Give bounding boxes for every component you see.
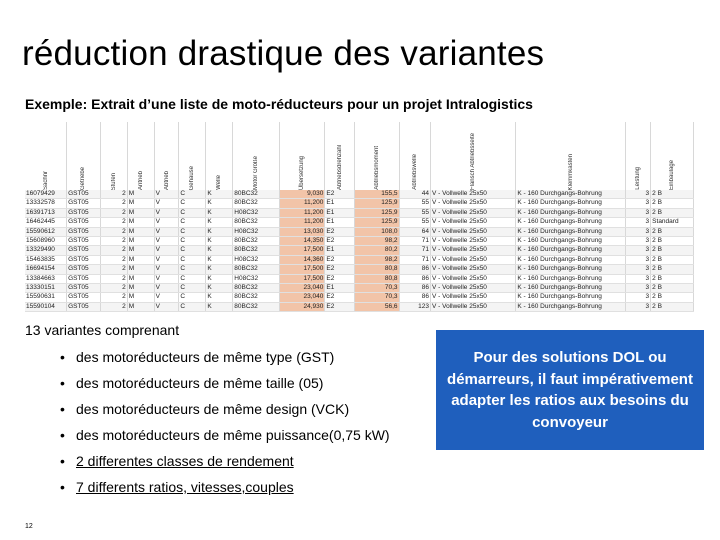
table-cell: 17,500 xyxy=(280,246,325,255)
table-cell: V - Vollwelle 25x50 xyxy=(431,199,516,208)
table-cell: K - 160 Durchgangs-Bohrung xyxy=(516,255,626,264)
table-cell: K - 160 Durchgangs-Bohrung xyxy=(516,199,626,208)
table-cell: 80BC32 xyxy=(233,284,280,293)
table-cell: 80BC32 xyxy=(233,218,280,227)
table-cell: C xyxy=(179,246,206,255)
table-cell: M xyxy=(127,199,154,208)
table-cell: C xyxy=(179,218,206,227)
table-cell: E1 xyxy=(325,218,354,227)
table-cell: 11,200 xyxy=(280,218,325,227)
table-cell: E2 xyxy=(325,190,354,199)
table-cell: H08C32 xyxy=(233,255,280,264)
table-cell: GST05 xyxy=(67,208,101,217)
column-header xyxy=(354,122,399,190)
table-cell: 17,500 xyxy=(280,274,325,283)
table-cell: 2 xyxy=(100,302,127,311)
table-cell: 86 xyxy=(399,265,430,274)
table-cell: 2 B xyxy=(651,302,694,311)
table-cell: 2 xyxy=(100,237,127,246)
table-cell: 16079429 xyxy=(25,190,67,199)
table-cell: K - 160 Durchgangs-Bohrung xyxy=(516,293,626,302)
table-cell: E1 xyxy=(325,199,354,208)
table-cell: E2 xyxy=(325,302,354,311)
table-cell: 3 xyxy=(626,255,651,264)
table-cell: K - 160 Durchgangs-Bohrung xyxy=(516,246,626,255)
table-cell: K xyxy=(206,199,233,208)
table-cell: K xyxy=(206,265,233,274)
table-cell: V xyxy=(154,246,179,255)
table-cell: V - Vollwelle 25x50 xyxy=(431,227,516,236)
table-cell: K xyxy=(206,274,233,283)
table-cell: 3 xyxy=(626,199,651,208)
table-cell: V - Vollwelle 25x50 xyxy=(431,255,516,264)
table-cell: V - Vollwelle 25x50 xyxy=(431,284,516,293)
table-cell: 24,930 xyxy=(280,302,325,311)
table-cell: Standard xyxy=(651,218,694,227)
table-cell: 2 xyxy=(100,274,127,283)
table-cell: 71 xyxy=(399,246,430,255)
table-cell: V - Vollwelle 25x50 xyxy=(431,265,516,274)
table-cell: M xyxy=(127,293,154,302)
table-cell: 80,8 xyxy=(354,265,399,274)
table-cell: M xyxy=(127,246,154,255)
column-header-label: Welle xyxy=(216,175,223,190)
table-cell: 86 xyxy=(399,274,430,283)
table-cell: 3 xyxy=(626,190,651,199)
bullet-item: • des motoréducteurs de même design (VCK) xyxy=(60,400,390,426)
table-cell: K xyxy=(206,302,233,311)
table-cell: V xyxy=(154,293,179,302)
table-cell: 16391713 xyxy=(25,208,67,217)
table-cell: 2 B xyxy=(651,190,694,199)
table-cell: C xyxy=(179,208,206,217)
table-cell: 2 B xyxy=(651,199,694,208)
column-header-label: Abtriebsdrehzahl xyxy=(336,144,343,190)
table-cell: GST05 xyxy=(67,302,101,311)
variants-table xyxy=(25,122,694,312)
table-cell: V xyxy=(154,190,179,199)
table-cell: GST05 xyxy=(67,199,101,208)
column-header xyxy=(233,122,280,190)
table-cell: E2 xyxy=(325,293,354,302)
table-cell: 15590612 xyxy=(25,227,67,236)
table-cell: K - 160 Durchgangs-Bohrung xyxy=(516,274,626,283)
table-cell: 2 xyxy=(100,246,127,255)
table-cell: GST05 xyxy=(67,265,101,274)
table-cell: 71 xyxy=(399,237,430,246)
table-row xyxy=(25,255,694,264)
table-cell: M xyxy=(127,274,154,283)
table-cell: 2 B xyxy=(651,293,694,302)
table-cell: K xyxy=(206,293,233,302)
column-header-label: Sachnr xyxy=(42,170,49,190)
table-cell: 55 xyxy=(399,199,430,208)
table-cell: 2 xyxy=(100,265,127,274)
table-cell: E1 xyxy=(325,284,354,293)
column-header xyxy=(127,122,154,190)
table-row xyxy=(25,218,694,227)
variants-table-container xyxy=(25,122,694,310)
table-cell: 3 xyxy=(626,265,651,274)
table-row xyxy=(25,208,694,217)
table-cell: 16694154 xyxy=(25,265,67,274)
table-cell: C xyxy=(179,265,206,274)
table-cell: 13,030 xyxy=(280,227,325,236)
table-cell: K xyxy=(206,190,233,199)
table-cell: 86 xyxy=(399,293,430,302)
table-cell: 3 xyxy=(626,246,651,255)
table-cell: 98,2 xyxy=(354,255,399,264)
table-cell: C xyxy=(179,302,206,311)
table-cell: 13384663 xyxy=(25,274,67,283)
table-cell: 2 B xyxy=(651,274,694,283)
table-cell: M xyxy=(127,190,154,199)
table-cell: V - Vollwelle 25x50 xyxy=(431,237,516,246)
table-cell: 80BC32 xyxy=(233,293,280,302)
table-cell: GST05 xyxy=(67,246,101,255)
table-cell: V - Vollwelle 25x50 xyxy=(431,293,516,302)
table-cell: E1 xyxy=(325,208,354,217)
table-cell: 70,3 xyxy=(354,284,399,293)
table-cell: E2 xyxy=(325,274,354,283)
table-cell: 16462445 xyxy=(25,218,67,227)
table-cell: 80BC32 xyxy=(233,190,280,199)
table-cell: K - 160 Durchgangs-Bohrung xyxy=(516,284,626,293)
table-cell: C xyxy=(179,190,206,199)
table-cell: 80,2 xyxy=(354,246,399,255)
table-cell: 3 xyxy=(626,208,651,217)
table-cell: 3 xyxy=(626,237,651,246)
table-cell: C xyxy=(179,284,206,293)
table-cell: 2 B xyxy=(651,208,694,217)
table-row xyxy=(25,284,694,293)
table-row xyxy=(25,199,694,208)
table-cell: 2 xyxy=(100,255,127,264)
table-cell: 11,200 xyxy=(280,199,325,208)
column-header-label: Einbaulage xyxy=(669,159,676,190)
table-cell: E2 xyxy=(325,227,354,236)
table-cell: V - Vollwelle 25x50 xyxy=(431,274,516,283)
table-cell: M xyxy=(127,218,154,227)
table-row xyxy=(25,274,694,283)
column-header-label: Gehäuse xyxy=(189,165,196,190)
table-cell: K - 160 Durchgangs-Bohrung xyxy=(516,302,626,311)
bullet-item: • des motoréducteurs de même puissance(0,75 kW) xyxy=(60,426,390,452)
table-body xyxy=(25,190,694,312)
column-header xyxy=(399,122,430,190)
table-cell: 80BC32 xyxy=(233,302,280,311)
table-cell: M xyxy=(127,227,154,236)
table-cell: 155,5 xyxy=(354,190,399,199)
table-row xyxy=(25,265,694,274)
table-cell: K xyxy=(206,227,233,236)
table-cell: 2 xyxy=(100,227,127,236)
table-row xyxy=(25,237,694,246)
table-cell: 13332578 xyxy=(25,199,67,208)
column-header-label: Übersetzung xyxy=(299,155,306,190)
table-cell: V xyxy=(154,265,179,274)
table-cell: GST05 xyxy=(67,255,101,264)
table-row xyxy=(25,246,694,255)
table-cell: 2 B xyxy=(651,265,694,274)
table-cell: 86 xyxy=(399,284,430,293)
table-cell: 15608960 xyxy=(25,237,67,246)
table-cell: V xyxy=(154,218,179,227)
table-cell: GST05 xyxy=(67,284,101,293)
table-cell: 123 xyxy=(399,302,430,311)
column-header xyxy=(206,122,233,190)
table-cell: GST05 xyxy=(67,274,101,283)
table-cell: 44 xyxy=(399,190,430,199)
table-cell: 15463835 xyxy=(25,255,67,264)
table-cell: H08C32 xyxy=(233,274,280,283)
table-cell: 2 xyxy=(100,190,127,199)
table-row xyxy=(25,227,694,236)
section-title: 13 variantes comprenant xyxy=(25,322,180,338)
column-header-label: Abtriebswelle xyxy=(411,154,418,190)
table-cell: 2 xyxy=(100,199,127,208)
column-header-label: Antrieb xyxy=(137,170,144,190)
table-cell: C xyxy=(179,227,206,236)
column-header xyxy=(179,122,206,190)
table-cell: 3 xyxy=(626,302,651,311)
table-cell: C xyxy=(179,237,206,246)
table-cell: 55 xyxy=(399,208,430,217)
table-cell: 98,2 xyxy=(354,237,399,246)
table-cell: V xyxy=(154,199,179,208)
column-header-label: Motor Größe xyxy=(253,155,260,190)
table-cell: 80BC32 xyxy=(233,265,280,274)
table-cell: H08C32 xyxy=(233,227,280,236)
callout-text: Pour des solutions DOL ou démarreurs, il faut impérativement adapter les ratios aux besoins du convoyeur xyxy=(447,349,693,431)
table-cell: 2 B xyxy=(651,237,694,246)
table-cell: K xyxy=(206,208,233,217)
table-cell: 80,8 xyxy=(354,274,399,283)
table-cell: 2 B xyxy=(651,246,694,255)
table-cell: 56,6 xyxy=(354,302,399,311)
table-cell: V - Vollwelle 25x50 xyxy=(431,246,516,255)
table-cell: K - 160 Durchgangs-Bohrung xyxy=(516,218,626,227)
column-header-label: Klemmkasten xyxy=(567,153,574,190)
table-cell: 3 xyxy=(626,218,651,227)
table-cell: 13329490 xyxy=(25,246,67,255)
table-cell: 64 xyxy=(399,227,430,236)
table-cell: 2 xyxy=(100,218,127,227)
table-cell: K xyxy=(206,284,233,293)
table-cell: K xyxy=(206,255,233,264)
column-header xyxy=(651,122,694,190)
table-cell: M xyxy=(127,265,154,274)
table-cell: E2 xyxy=(325,265,354,274)
table-cell: GST05 xyxy=(67,190,101,199)
table-cell: V - Vollwelle 25x50 xyxy=(431,302,516,311)
table-cell: E1 xyxy=(325,246,354,255)
column-header-label: Getriebe xyxy=(80,166,87,190)
table-cell: K - 160 Durchgangs-Bohrung xyxy=(516,190,626,199)
table-cell: V - Vollwelle 25x50 xyxy=(431,218,516,227)
bullet-item: • des motoréducteurs de même taille (05) xyxy=(60,374,390,400)
table-cell: GST05 xyxy=(67,237,101,246)
table-cell: 125,9 xyxy=(354,208,399,217)
table-cell: 80BC32 xyxy=(233,237,280,246)
column-header-label: Abtrieb xyxy=(163,170,170,190)
table-cell: K - 160 Durchgangs-Bohrung xyxy=(516,208,626,217)
table-cell: 14,360 xyxy=(280,255,325,264)
table-cell: K - 160 Durchgangs-Bohrung xyxy=(516,227,626,236)
table-cell: H08C32 xyxy=(233,208,280,217)
column-header-label: Leistung xyxy=(635,167,642,190)
column-header xyxy=(25,122,67,190)
column-header xyxy=(100,122,127,190)
table-cell: K - 160 Durchgangs-Bohrung xyxy=(516,265,626,274)
table-cell: V xyxy=(154,284,179,293)
table-cell: 108,0 xyxy=(354,227,399,236)
table-cell: 80BC32 xyxy=(233,246,280,255)
bullet-item: • 2 differentes classes de rendement xyxy=(60,452,390,478)
table-cell: 17,500 xyxy=(280,265,325,274)
column-header-label: Flansch Abtriebsseite xyxy=(470,132,477,190)
bullet-item: • 7 differents ratios, vitesses,couples xyxy=(60,478,390,504)
table-cell: M xyxy=(127,255,154,264)
table-cell: 2 B xyxy=(651,284,694,293)
table-cell: 13330151 xyxy=(25,284,67,293)
table-cell: GST05 xyxy=(67,227,101,236)
table-cell: 14,350 xyxy=(280,237,325,246)
column-header-label: Stufen xyxy=(110,172,117,190)
table-cell: 80BC32 xyxy=(233,199,280,208)
table-cell: E2 xyxy=(325,255,354,264)
bullet-list xyxy=(60,348,390,504)
table-cell: 70,3 xyxy=(354,293,399,302)
table-cell: 3 xyxy=(626,274,651,283)
table-cell: 71 xyxy=(399,255,430,264)
table-cell: 2 B xyxy=(651,255,694,264)
table-cell: 125,9 xyxy=(354,199,399,208)
page-number: 12 xyxy=(25,523,33,530)
table-row xyxy=(25,190,694,199)
table-cell: C xyxy=(179,255,206,264)
table-cell: C xyxy=(179,199,206,208)
table-cell: K xyxy=(206,218,233,227)
table-row xyxy=(25,293,694,302)
table-cell: V xyxy=(154,208,179,217)
table-cell: M xyxy=(127,208,154,217)
column-header xyxy=(325,122,354,190)
table-cell: M xyxy=(127,284,154,293)
callout-box xyxy=(436,330,704,450)
table-cell: E2 xyxy=(325,237,354,246)
table-cell: V xyxy=(154,237,179,246)
table-cell: K xyxy=(206,237,233,246)
table-cell: V xyxy=(154,274,179,283)
table-cell: 2 xyxy=(100,284,127,293)
table-cell: 55 xyxy=(399,218,430,227)
table-cell: 23,040 xyxy=(280,293,325,302)
table-cell: K xyxy=(206,246,233,255)
table-cell: GST05 xyxy=(67,293,101,302)
table-cell: 9,030 xyxy=(280,190,325,199)
table-cell: 2 xyxy=(100,293,127,302)
table-cell: 3 xyxy=(626,284,651,293)
table-cell: C xyxy=(179,293,206,302)
table-cell: V xyxy=(154,227,179,236)
column-header xyxy=(431,122,516,190)
table-cell: V - Vollwelle 25x50 xyxy=(431,208,516,217)
column-header xyxy=(516,122,626,190)
table-cell: V xyxy=(154,255,179,264)
page-subtitle: Exemple: Extrait d’une liste de moto-réducteurs pour un projet Intralogistics xyxy=(25,96,533,112)
column-header xyxy=(154,122,179,190)
bullet-item: • des motoréducteurs de même type (GST) xyxy=(60,348,390,374)
table-cell: 23,040 xyxy=(280,284,325,293)
table-row xyxy=(25,302,694,311)
table-cell: 125,9 xyxy=(354,218,399,227)
table-cell: 15590104 xyxy=(25,302,67,311)
table-header-row xyxy=(25,122,694,190)
table-cell: 15590631 xyxy=(25,293,67,302)
table-cell: 2 xyxy=(100,208,127,217)
table-cell: M xyxy=(127,302,154,311)
table-cell: V xyxy=(154,302,179,311)
column-header-label: Abtriebsmoment xyxy=(373,146,380,190)
table-cell: 11,200 xyxy=(280,208,325,217)
table-cell: C xyxy=(179,274,206,283)
table-cell: 2 B xyxy=(651,227,694,236)
table-cell: V - Vollwelle 25x50 xyxy=(431,190,516,199)
table-cell: GST05 xyxy=(67,218,101,227)
table-cell: 3 xyxy=(626,293,651,302)
column-header xyxy=(67,122,101,190)
table-cell: M xyxy=(127,237,154,246)
column-header xyxy=(280,122,325,190)
column-header xyxy=(626,122,651,190)
page-title: réduction drastique des variantes xyxy=(22,34,545,73)
table-cell: K - 160 Durchgangs-Bohrung xyxy=(516,237,626,246)
table-cell: 3 xyxy=(626,227,651,236)
